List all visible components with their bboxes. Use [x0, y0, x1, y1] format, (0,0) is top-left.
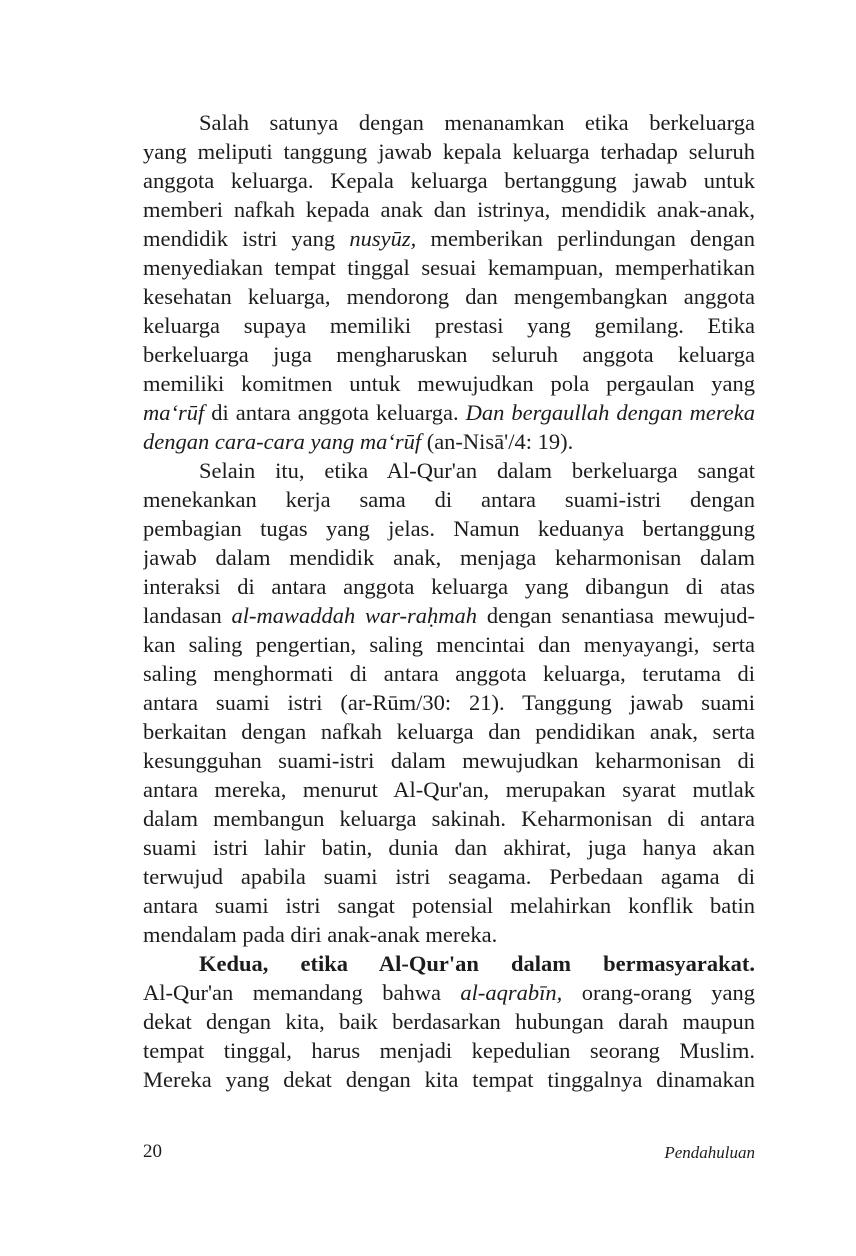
- italic-text: al-aqrabīn,: [460, 980, 563, 1005]
- text-line: [143, 398, 755, 427]
- text-line: [143, 427, 755, 456]
- text-segment: Mereka yang dekat dengan kita tempat tinggalnya dinamakan: [143, 1067, 755, 1092]
- text-segment: interaksi di antara anggota keluarga yang dibangun di atas: [143, 574, 755, 599]
- text-segment: memiliki komitmen untuk mewujudkan pola pergaulan yang: [143, 371, 755, 396]
- text-segment: dengan senantiasa mewujud-: [477, 603, 755, 628]
- text-line: [143, 166, 755, 195]
- page-number: 20: [143, 1141, 162, 1162]
- section-heading-line: [143, 949, 755, 978]
- text-line: [143, 456, 755, 485]
- text-segment: berkaitan dengan nafkah keluarga dan pendidikan anak, serta: [143, 719, 755, 744]
- text-segment: antara suami istri (ar-Rūm/30: 21). Tanggung jawab suami: [143, 690, 755, 715]
- text-line: [143, 1007, 755, 1036]
- text-segment: tempat tinggal, harus menjadi kepedulian seorang Muslim.: [143, 1038, 755, 1063]
- text-segment: pembagian tugas yang jelas. Namun keduanya bertanggung: [143, 516, 755, 541]
- bold-text: Kedua, etika Al-Qur'an dalam bermasyarakat.: [199, 951, 755, 976]
- text-segment: landasan: [143, 603, 232, 628]
- text-line: [143, 543, 755, 572]
- italic-text: ma‘rūf: [143, 400, 205, 425]
- text-line: [143, 601, 755, 630]
- text-line: [143, 108, 755, 137]
- text-line: [143, 920, 755, 949]
- text-segment: anggota keluarga. Kepala keluarga bertanggung jawab untuk: [143, 168, 755, 193]
- text-line: [143, 340, 755, 369]
- text-segment: Salah satunya dengan menanamkan etika berkeluarga: [199, 110, 755, 135]
- text-line: [143, 137, 755, 166]
- text-segment: kesehatan keluarga, mendorong dan mengembangkan anggota: [143, 284, 755, 309]
- text-line: [143, 311, 755, 340]
- text-line: [143, 804, 755, 833]
- text-line: [143, 862, 755, 891]
- text-segment: terwujud apabila suami istri seagama. Perbedaan agama di: [143, 864, 755, 889]
- text-segment: memberikan perlindungan dengan: [416, 226, 755, 251]
- text-segment: Al-Qur'an memandang bahwa: [143, 980, 461, 1005]
- text-line: [143, 485, 755, 514]
- text-line: [143, 978, 755, 1007]
- page-body: [143, 108, 755, 1094]
- text-line: [143, 688, 755, 717]
- text-line: [143, 1065, 755, 1094]
- text-segment: (an-Nisā'/4: 19).: [421, 429, 574, 454]
- text-line: [143, 224, 755, 253]
- running-title: Pendahuluan: [664, 1143, 755, 1162]
- text-segment: jawab dalam mendidik anak, menjaga keharmonisan dalam: [143, 545, 755, 570]
- text-line: [143, 195, 755, 224]
- text-line: [143, 369, 755, 398]
- italic-text: al-mawaddah war-raḥmah: [231, 603, 478, 628]
- text-line: [143, 572, 755, 601]
- text-segment: suami istri lahir batin, dunia dan akhirat, juga hanya akan: [143, 835, 755, 860]
- text-segment: saling menghormati di antara anggota keluarga, terutama di: [143, 661, 755, 686]
- text-segment: memberi nafkah kepada anak dan istrinya, mendidik anak-anak,: [143, 197, 755, 222]
- text-segment: antara suami istri sangat potensial melahirkan konflik batin: [143, 893, 755, 918]
- text-line: [143, 630, 755, 659]
- text-segment: keluarga supaya memiliki prestasi yang gemilang. Etika: [143, 313, 755, 338]
- text-segment: mendidik istri yang: [143, 226, 350, 251]
- text-segment: kan saling pengertian, saling mencintai dan menyayangi, serta: [143, 632, 755, 657]
- text-line: [143, 717, 755, 746]
- text-line: [143, 833, 755, 862]
- italic-text: dengan cara-cara yang ma‘rūf: [143, 429, 422, 454]
- text-line: [143, 659, 755, 688]
- text-segment: mendalam pada diri anak-anak mereka.: [143, 922, 498, 947]
- text-line: [143, 1036, 755, 1065]
- italic-text: Dan bergaullah dengan mereka: [465, 400, 755, 425]
- text-line: [143, 746, 755, 775]
- text-line: [143, 775, 755, 804]
- text-segment: di antara anggota keluarga.: [204, 400, 466, 425]
- text-line: [143, 514, 755, 543]
- text-segment: menekankan kerja sama di antara suami-istri dengan: [143, 487, 755, 512]
- text-line: [143, 282, 755, 311]
- italic-text: nusyūz,: [349, 226, 417, 251]
- text-segment: yang meliputi tanggung jawab kepala keluarga terhadap seluruh: [143, 139, 755, 164]
- text-segment: antara mereka, menurut Al-Qur'an, merupakan syarat mutlak: [143, 777, 755, 802]
- text-segment: Selain itu, etika Al-Qur'an dalam berkeluarga sangat: [199, 458, 755, 483]
- text-segment: orang-orang yang: [562, 980, 755, 1005]
- text-segment: dekat dengan kita, baik berdasarkan hubungan darah maupun: [143, 1009, 755, 1034]
- text-segment: menyediakan tempat tinggal sesuai kemampuan, memperhatikan: [143, 255, 755, 280]
- text-segment: kesungguhan suami-istri dalam mewujudkan keharmonisan di: [143, 748, 755, 773]
- text-line: [143, 891, 755, 920]
- text-segment: berkeluarga juga mengharuskan seluruh anggota keluarga: [143, 342, 755, 367]
- text-segment: dalam membangun keluarga sakinah. Keharmonisan di antara: [143, 806, 755, 831]
- text-line: [143, 253, 755, 282]
